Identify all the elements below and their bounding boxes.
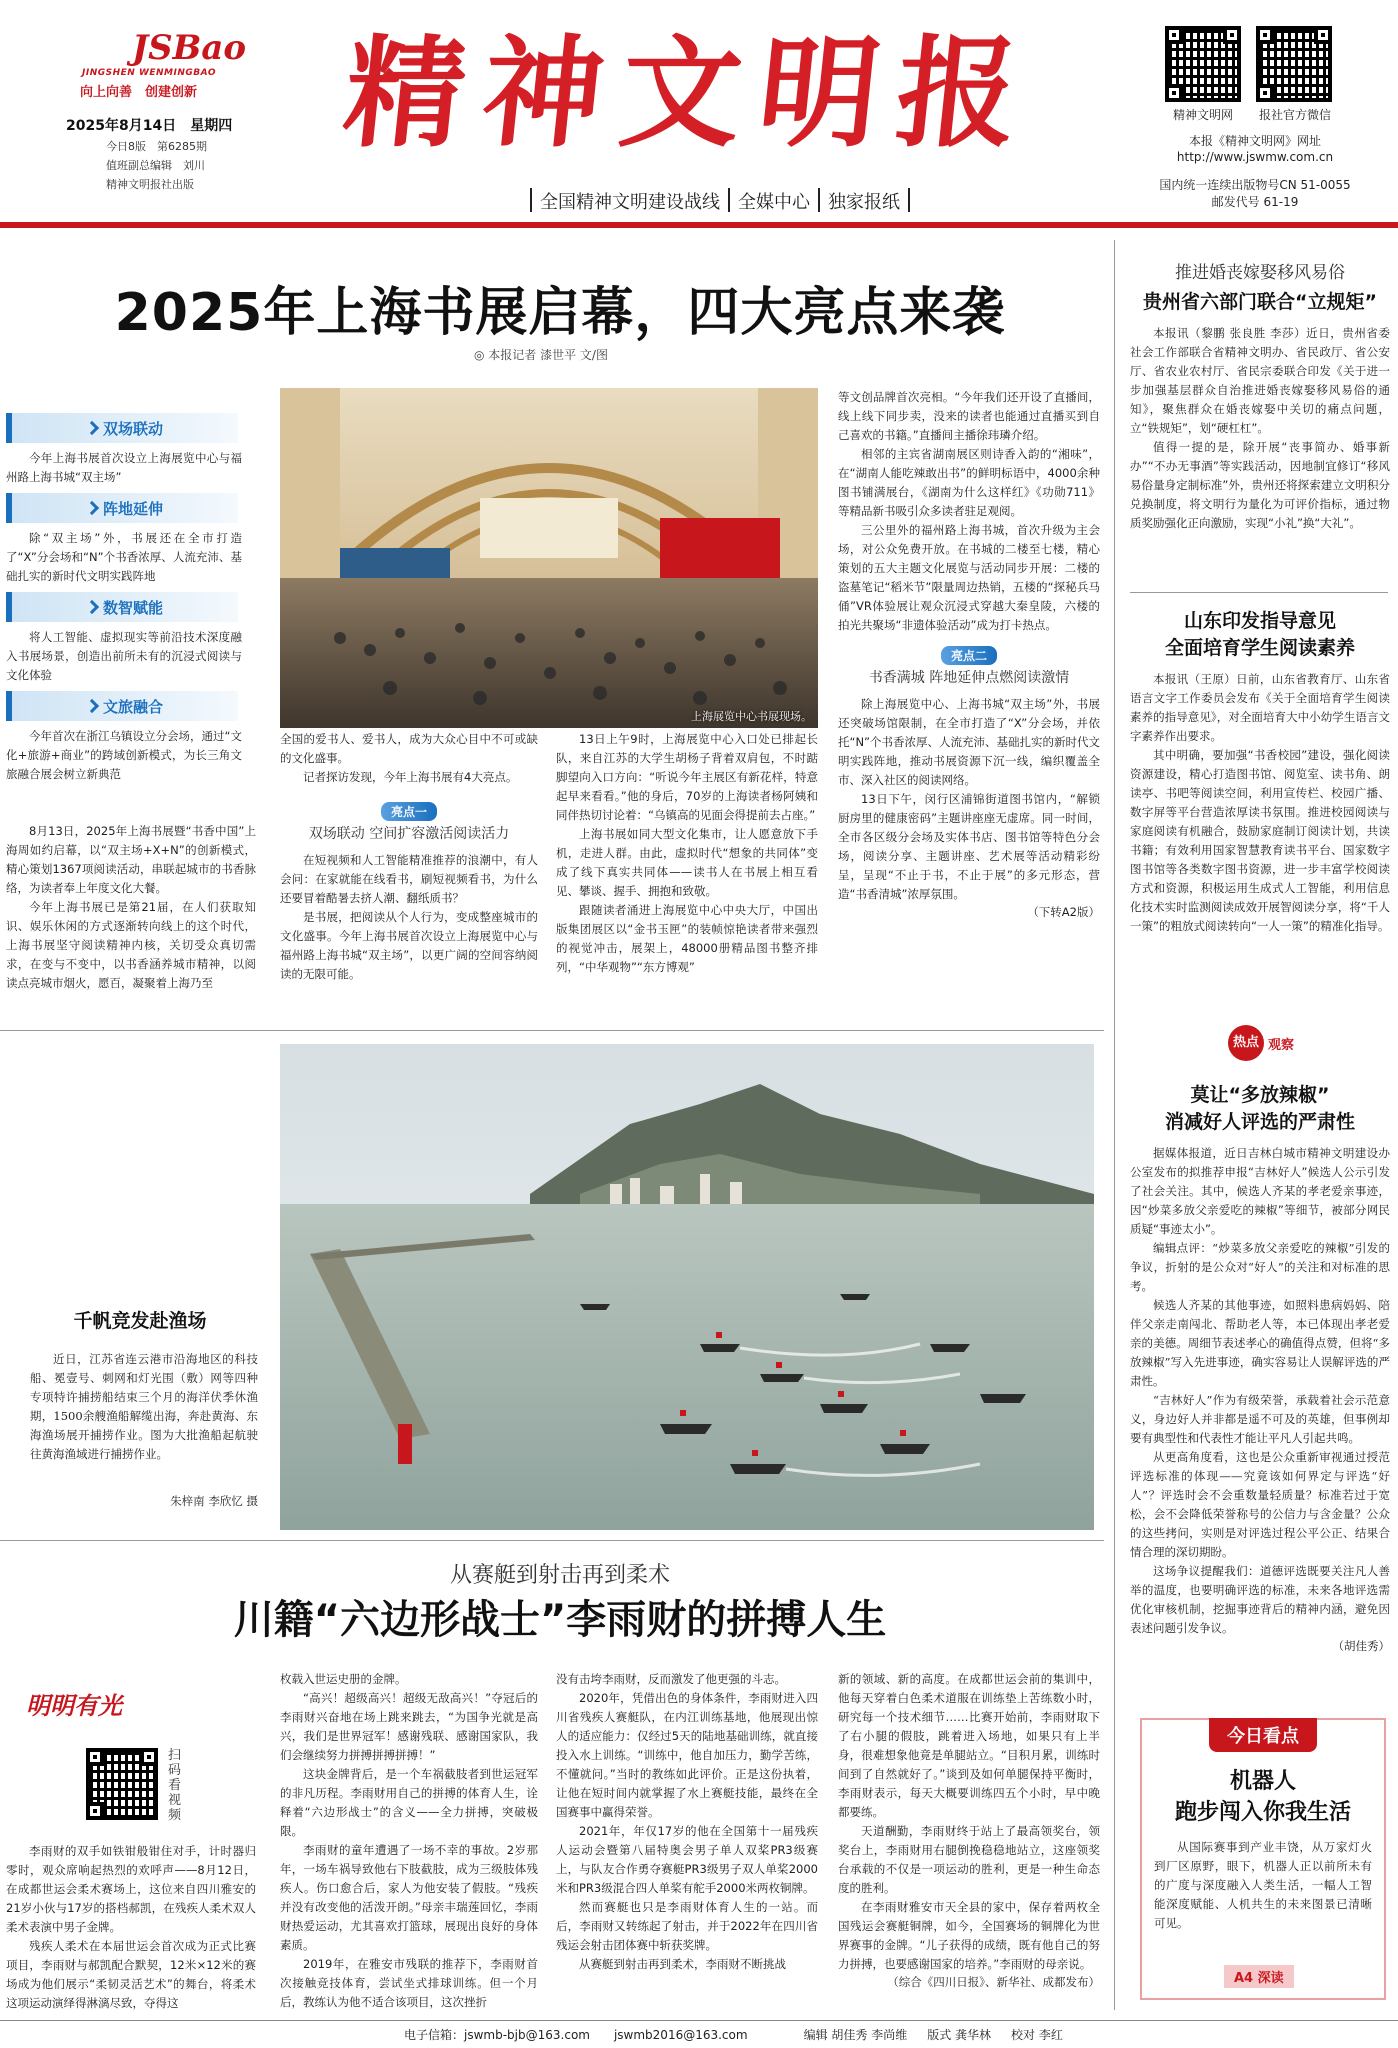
paragraph: 记者探访发现，今年上海书展有4大亮点。 (303, 770, 518, 784)
paragraph: 这块金牌背后，是一个车祸截肢者到世运冠军的非凡历程。李雨财用自己的拼搏的体育人生，诠释着“六边形战士”的含义——全力拼搏，突破极限。 (280, 1767, 538, 1838)
harbor-illustration (280, 1044, 1094, 1530)
qr-label-website: 精神文明网 (1172, 108, 1233, 122)
tag-label: 文旅融合 (102, 697, 163, 716)
fishing-fleet-photo (280, 1044, 1094, 1530)
logo-mark: JSBao (132, 28, 247, 68)
sidebar-tag (6, 493, 238, 523)
highlight-badge: 亮点一 (381, 802, 437, 821)
tag-label: 阵地延伸 (102, 499, 163, 518)
publisher: 精神文明报社出版 (106, 178, 194, 191)
column-logo: 明明有光 (26, 1691, 122, 1720)
sidebar-text: 今年首次在浙江乌镇设立分会场，通过“文化+旅游+商业”的跨域创新模式，为长三角文旅融合展会树立新典范 (6, 729, 242, 781)
right-mid-story (1130, 606, 1390, 936)
photo-caption: 上海展览中心书展现场。 (691, 710, 812, 723)
paragraph: 其中明确，要加强“书香校园”建设，强化阅读资源建设，精心打造图书馆、阅览室、读书角、朗读亭、书吧等阅读空间，利用宣传栏、校园广播、数字屏等平台营造浓厚读书氛围。推进校园阅读与家庭阅读有机融合，鼓励家庭制订阅读计划，共读书籍；有效利用国家智慧教育读书平台、国家数字图书馆等各类数字图书资源，进一步丰富学校阅读方式和资源，积极运用生成式人工智能，利用信息化技术实时监测阅读成效开展智阅读分享，将“千人一策”的粗放式阅读转向“一人一策”的精准化指导。 (1130, 748, 1390, 933)
section-subtitle: 书香满城 阵地延伸点燃阅读激情 (868, 670, 1070, 686)
paragraph: 从国际赛事到产业丰饶，从万家灯火到厂区原野，眼下，机器人正以前所未有的广度与深度融入人类生活，一幅人工智能深度赋能、人机共生的未来图景已清晰可见。 (1154, 1840, 1372, 1930)
paragraph: 在短视频和人工智能精准推荐的浪潮中，有人会问：在家就能在线看书，刷短视频看书，为什么还要冒着酷暑去挤人潮、翻纸质书？ (280, 853, 538, 905)
logo-slogan: 向上向善 创建创新 (80, 85, 198, 100)
chevron-right-icon (85, 501, 99, 515)
sidebar-text: 今年上海书展首次设立上海展览中心与福州路上海书城“双主场” (6, 451, 242, 484)
paragraph: 在李雨财雅安市天全县的家中，保存着两枚全国残运会赛艇铜牌，如今，全国赛场的铜牌化为世界赛事的金牌。“儿子获得的成绩，既有他自己的努力拼搏，也要感谢国家的培养。”李雨财的母亲说。 (838, 1900, 1100, 1971)
feature-col-4 (838, 1670, 1100, 1990)
sidebar-text: 将人工智能、虚拟现实等前沿技术深度融入书展场景，创造出前所未有的沉浸式阅读与文化体验 (6, 630, 242, 682)
paragraph: 从赛艇到射击再到柔术，李雨财不断挑战 (579, 1957, 786, 1971)
hot-badge-black: 观察 (1268, 1037, 1295, 1053)
paragraph: 相邻的主宾省湖南展区则诗香入韵的“湘味”，在“湖南人能吃辣敢出书”的鲜明标语中，4000余种图书铺满展台，《湖南为什么这样红》《功勋711》等精品新书吸引众多读者驻足观阅。 (838, 447, 1100, 518)
paragraph: 13日下午，闵行区浦锦街道图书馆内，“解锁厨房里的健康密码”主题讲座座无虚席。同一时间，全市各区级分会场及实体书店、图书馆等特色分会场，阅读分享、主题讲座、艺术展等活动精彩纷呈，呈现“不止于书，不止于展”的多元形态，营造“书香清城”浓厚氛围。 (838, 792, 1100, 901)
hot-topic-story (1130, 1080, 1390, 1654)
footer (0, 2020, 1398, 2048)
paragraph: 全国的爱书人、爱书人，成为大众心目中不可或缺的文化盛事。 (280, 732, 538, 765)
logo-pinyin: JINGSHEN WENMINGBAO (82, 68, 216, 78)
page-pointer[interactable]: A4 深读 (1224, 1965, 1294, 1988)
paragraph: 值得一提的是，除开展“丧事简办、婚事新办”“不办无事酒”等实践活动，因地制宜修订“移风易俗量身定制标准”外，贵州还将探索建立文明积分兑换制度，将文明行为量化为可评价指标，通过物质奖励强化正向激励，实现“小礼”换“大礼”。 (1130, 440, 1390, 530)
tag-label: 双场联动 (102, 419, 163, 438)
lead-sidebar (6, 413, 246, 790)
today-label: 今日看点 (1209, 1718, 1317, 1752)
postal-code: 邮发代号 61-19 (1211, 195, 1299, 209)
tagline-item: 全国精神文明建设战线 (530, 188, 728, 212)
video-qr-code[interactable] (86, 1748, 158, 1820)
today-box[interactable] (1140, 1718, 1386, 2000)
section-divider (0, 1540, 1104, 1541)
tagline-item: 独家报纸 (818, 188, 910, 212)
hot-topic-badge (1228, 1026, 1318, 1060)
section-divider (1130, 592, 1388, 593)
paragraph: 2019年，在雅安市残联的推荐下，李雨财首次接触竞技体育，尝试坐式排球训练。但一个月后，教练认为他不适合该项目，这次挫折 (280, 1957, 538, 2009)
paragraph: 8月13日，2025年上海书展暨“书香中国”上海周如约启幕，以“双主场+X+N”的创新模式，精心策划1367项阅读活动，串联起城市的书香脉络，为读者奉上年度文化大餐。 (6, 824, 256, 895)
issue-date: 2025年8月14日 星期四 (66, 118, 233, 134)
paragraph: 据媒体报道，近日吉林白城市精神文明建设办公室发布的拟推荐申报“吉林好人”候选人公示引发了社会关注。其中，候选人齐某的孝老爱亲事迹，因“炒菜多放父亲爱吃的辣椒”等细节，被部分网民质疑“事迹太小”。 (1130, 1146, 1390, 1236)
footer-editor: 编辑 胡佳秀 李尚维 (803, 2028, 908, 2042)
paragraph: “吉林好人”作为有级荣誉，承载着社会示范意义，身边好人并非都是遥不可及的英雄，但事例却要有典型性和代表性才能让平凡人引起共鸣。 (1130, 1393, 1390, 1445)
paragraph: 枚载入世运史册的金牌。 (280, 1672, 407, 1686)
paragraph: 残疾人柔术在本届世运会首次成为正式比赛项目，李雨财与郝凯配合默契，12米×12米的赛场成为他们展示“柔韧灵活艺术”的舞台，将柔术这项运动演绎得淋漓尽致，夺得这 (6, 1939, 256, 2010)
paragraph: 上海书展如同大型文化集市，让人愿意放下手机，走进人群。由此，虚拟时代“想象的共同体”变成了线下真实共同体——读书人在书展上相互看见、攀谈、握手、拥抱和致敬。 (556, 827, 818, 898)
sidebar-tag (6, 413, 238, 443)
author: （胡佳秀） (1332, 1639, 1390, 1653)
paragraph: 跟随读者涌进上海展览中心中央大厅，中国出版集团展区以“金书玉匣”的装帧惊艳读者带来强烈的视觉冲击，展架上，48000册精品图书整齐排列，“中华观物”“东方博观” (556, 903, 818, 974)
paragraph: 新的领域、新的高度。在成都世运会前的集训中，他每天穿着白色柔术道服在训练垫上苦练数小时，研究每一个技术细节……比赛开始前，李雨财取下了右小腿的假肢，跳着进入场地，如果只有上半身，很难想象他竟是单腿站立。“目积月累，训练时间到了自然就好了。”谈到及如何单腿保持平衡时，李雨财表示，每天大概要训练四五个小时，早中晚都要练。 (838, 1672, 1100, 1819)
email-2[interactable]: jswmb2016@163.com (613, 2027, 748, 2042)
paragraph: 2020年，凭借出色的身体条件，李雨财进入四川省残疾人赛艇队，在内江训练基地，他展现出惊人的适应能力：仅经过5天的陆地基础训练，就直接投入水上训练。“训练中，他自加压力，勤学苦练，不懂就问。”当时的教练如此评价。正是这份执着，让他在短时间内就掌握了水上赛艇技能，最终在全国赛事中赢得荣誉。 (556, 1691, 818, 1819)
paragraph: 编辑点评：“炒菜多放父亲爱吃的辣椒”引发的争议，折射的是公众对“好人”的关注和对标准的思考。 (1130, 1241, 1390, 1293)
source-note: （综合《四川日报》、新华社、成都发布） (887, 1975, 1100, 1989)
headline: 贵州省六部门联合“立规矩” (1143, 291, 1377, 313)
tag-label: 数智赋能 (102, 598, 163, 617)
paragraph: 本报讯（王原）日前，山东省教育厅、山东省语言文字工作委员会发布《关于全面培育学生阅读素养的指导意见》，对全面培育大中小幼学生语言文字素养作出要求。 (1130, 672, 1390, 743)
paragraph: 2021年，年仅17岁的他在全国第十一届残疾人运动会暨第八届特奥会男子单人双桨PR3级赛上，与队友合作勇夺赛艇PR3级男子双人单桨2000米和PR3级混合四人单桨有舵手2000米两枚铜牌。 (556, 1824, 818, 1895)
footer-proof: 校对 李红 (1011, 2028, 1063, 2042)
paragraph: 李雨财的童年遭遇了一场不幸的事故。2岁那年，一场车祸导致他右下肢截肢，成为三级肢体残疾人。伤口愈合后，家人为他安装了假肢。“残疾并没有改变他的活泼开朗。”母亲丰瑞莲回忆，李雨财热爱运动，尤其喜欢打篮球，展现出良好的身体素质。 (280, 1843, 538, 1952)
book-fair-photo (280, 388, 818, 728)
paragraph: 候选人齐某的其他事迹，如照料患病妈妈、陪伴父亲走南闯北、帮助老人等，本已体现出孝老爱亲的美德。周细节表述孝心的确值得点赞，但将“多放辣椒”写入先进事迹，确实容易让人误解评选的严肃性。 (1130, 1298, 1390, 1388)
headline-line: 跑步闯入你我生活 (1174, 1800, 1351, 1825)
feature-kicker: 从赛艇到射击再到柔术 (449, 1563, 670, 1588)
section-subtitle: 双场联动 空间扩容激活阅读活力 (308, 826, 510, 842)
paragraph: 三公里外的福州路上海书城，首次升级为主会场，对公众免费开放。在书城的二楼至七楼，精心策划的五大主题文化展览与活动同步开展：二楼的盗墓笔记“稻米节”限量周边热销，五楼的“探秘兵马俑”VR体验展让观众沉浸式穿越大秦皇陵，六楼的拍光共聚场“非遗体验活动”成为打卡热点。 (838, 523, 1100, 632)
lead-byline: ◎ 本报记者 漆世平 文/图 (474, 348, 608, 362)
headline-line: 全面培育学生阅读素养 (1164, 637, 1355, 659)
sidebar-tag (6, 592, 238, 622)
qr-code-wechat[interactable] (1256, 26, 1332, 102)
masthead (0, 0, 1398, 228)
paragraph: 天道酬勤，李雨财终于站上了最高领奖台，领奖台上，李雨财用右腿倒挽稳稳地站立，这座领奖台承载的不仅是一项运动的胜利，更是一种生命态度的胜利。 (838, 1824, 1100, 1895)
headline-line: 山东印发指导意见 (1183, 610, 1336, 632)
column-divider (1114, 240, 1115, 2010)
photo2-title: 千帆竞发赴渔场 (73, 1310, 207, 1332)
section-divider (0, 1030, 1104, 1031)
chevron-right-icon (85, 600, 99, 614)
lead-col-2 (280, 730, 538, 984)
sidebar-tag (6, 691, 238, 721)
masthead-rule (0, 222, 1398, 228)
paragraph: “高兴！超级高兴！超级无敌高兴！”夺冠后的李雨财兴奋地在场上跳来跳去，“为国争光就是高兴，我们是世界冠军！感谢残联、感谢国家队，我们会继续努力拼搏拼搏拼搏！” (280, 1691, 538, 1762)
paragraph: 13日上午9时，上海展览中心入口处已排起长队，来自江苏的大学生胡杨子背着双肩包，不时踮脚望向入口方向：“听说今年主展区有新花样，特意起早来看看。”他的身后，70岁的上海读者杨阿姨和同伴热切讨论着：“乌镇高的见面会得提前去占座。” (556, 732, 818, 822)
paragraph: 今年上海书展已是第21届，在人们获取知识、娱乐休闲的方式逐渐转向线上的这个时代，上海书展坚守阅读精神内核，关切受众真切需求，在变与不变中，以书香涵养城市精神，以阅读点亮城市烟火，愿百，凝聚着上海乃至 (6, 900, 256, 990)
paragraph: 是书展，把阅读从个人行为，变成整座城市的文化盛事。今年上海书展首次设立上海展览中心与福州路上海书城“双主场”，以更广阔的空间容纳阅读的无限可能。 (280, 910, 538, 981)
footer-layout: 版式 龚华林 (927, 2028, 992, 2042)
lead-col-3 (556, 730, 818, 977)
chevron-right-icon (85, 421, 99, 435)
hall-illustration (280, 388, 818, 728)
headline-line: 莫让“多放辣椒” (1190, 1084, 1330, 1106)
scan-label: 扫码看视频 (168, 1748, 182, 1823)
photo2-credit: 朱梓南 李欣忆 摄 (170, 1494, 258, 1508)
paragraph: 李雨财的双手如铁钳般钳住对手，计时器归零时，观众席响起热烈的欢呼声——8月12日，在成都世运会柔术赛场上，这位来自四川雅安的21岁小伙与17岁的搭档郝凯，在残疾人柔术双人柔术表演中男子金牌。 (6, 1844, 256, 1934)
duty-editor: 值班副总编辑 刘川 (106, 159, 205, 172)
issue-number: 今日8版 第6285期 (106, 140, 207, 153)
paragraph: 等文创品牌首次亮相。“今年我们还开设了直播间，线上线下同步卖，没来的读者也能通过直播买到自己喜欢的书籍。”直播间主播徐玮璘介绍。 (838, 390, 1100, 442)
qr-label-wechat: 报社官方微信 (1258, 108, 1331, 122)
feature-col-3 (556, 1670, 818, 1974)
highlight-badge: 亮点二 (941, 646, 997, 665)
qr-code-website[interactable] (1165, 26, 1241, 102)
feature-headline: 川籍“六边形战士”李雨财的拼搏人生 (233, 1597, 887, 1643)
newspaper-title: 精神文明报 (337, 23, 1043, 164)
continue-note: （下转A2版） (1027, 905, 1100, 919)
chevron-right-icon (85, 699, 99, 713)
sidebar-text: 除“双主场”外，书展还在全市打造了“X”分会场和“N”个书香浓厚、人流充沛、基础扎实的新时代文明实践阵地 (6, 531, 242, 583)
cn-number: 国内统一连续出版物号CN 51-0055 (1159, 178, 1351, 192)
tagline (470, 188, 970, 212)
paragraph: 没有击垮李雨财，反而激发了他更强的斗志。 (556, 1672, 786, 1686)
newspaper-logo (62, 28, 262, 104)
photo2-caption: 近日，江苏省连云港市沿海地区的科技船、冕壹号、刺网和灯光围（敷）网等四种专项特许捕捞船结束三个月的海洋伏季休渔期，1500余艘渔船解缆出海，奔赴黄海、东海渔场展开捕捞作业。图为大批渔船起航驶往黄海渔域进行捕捞作业。 (30, 1352, 258, 1461)
site-note: 本报《精神文明网》网址 (1188, 134, 1321, 148)
feature-col-1 (6, 1842, 256, 2013)
tagline-item: 全媒中心 (728, 188, 818, 212)
site-url[interactable]: http://www.jswmw.com.cn (1176, 150, 1334, 164)
feature-col-2 (280, 1670, 538, 2012)
paragraph: 除上海展览中心、上海书城“双主场”外，书展还突破场馆限制，在全市打造了“X”分会场，并依托“N”个书香浓厚、人流充沛、基础扎实的新时代文明实践阵地，推动书展资源下沉一线，编织覆盖全市、深入社区的阅读网络。 (838, 697, 1101, 787)
lead-col-1 (6, 822, 256, 993)
headline-line: 消减好人评选的严肃性 (1164, 1111, 1355, 1133)
kicker: 推进婚丧嫁娶移风易俗 (1175, 263, 1345, 283)
lead-col-4 (838, 388, 1100, 920)
email-1[interactable]: jswmb-bjb@163.com (464, 2027, 590, 2042)
lead-headline: 2025年上海书展启幕，四大亮点来袭 (114, 283, 1006, 343)
paragraph: 这场争议提醒我们：道德评选既要关注凡人善举的温度，也要明确评选的标准，未来各地评选需优化审核机制，挖掘事迹背后的精神内涵，避免因表述问题引发争议。 (1130, 1564, 1390, 1635)
paragraph: 本报讯（黎鹏 张良胜 李莎）近日，贵州省委社会工作部联合省精神文明办、省民政厅、省公安厅、省农业农村厅、省民宗委联合印发《关于进一步加强基层群众自治推进婚丧嫁娶移风易俗的通知》，聚焦群众在婚丧嫁娶中关切的痛点问题，立“铁规矩”，划“硬杠杠”。 (1130, 326, 1390, 435)
paragraph: 然而赛艇也只是李雨财体育人生的一站。而后，李雨财又转练起了射击，并于2022年在四川省残运会射击团体赛中斩获奖牌。 (556, 1900, 818, 1952)
paragraph: 从更高角度看，这也是公众重新审视通过授范评选标准的体现——究竟该如何界定与评选“好人”？评选时会不会重数量轻质量？标准若过于宽松，会不会降低荣誉称号的公信力与含金量？公众的这些拷问，实则是对评选过程公平公正、结果合情合理的深切期盼。 (1130, 1450, 1390, 1559)
hot-badge-red: 热点 (1228, 1025, 1264, 1061)
headline-line: 机器人 (1229, 1769, 1296, 1794)
right-top-story (1130, 258, 1390, 533)
email-label: 电子信箱： (404, 2028, 465, 2042)
